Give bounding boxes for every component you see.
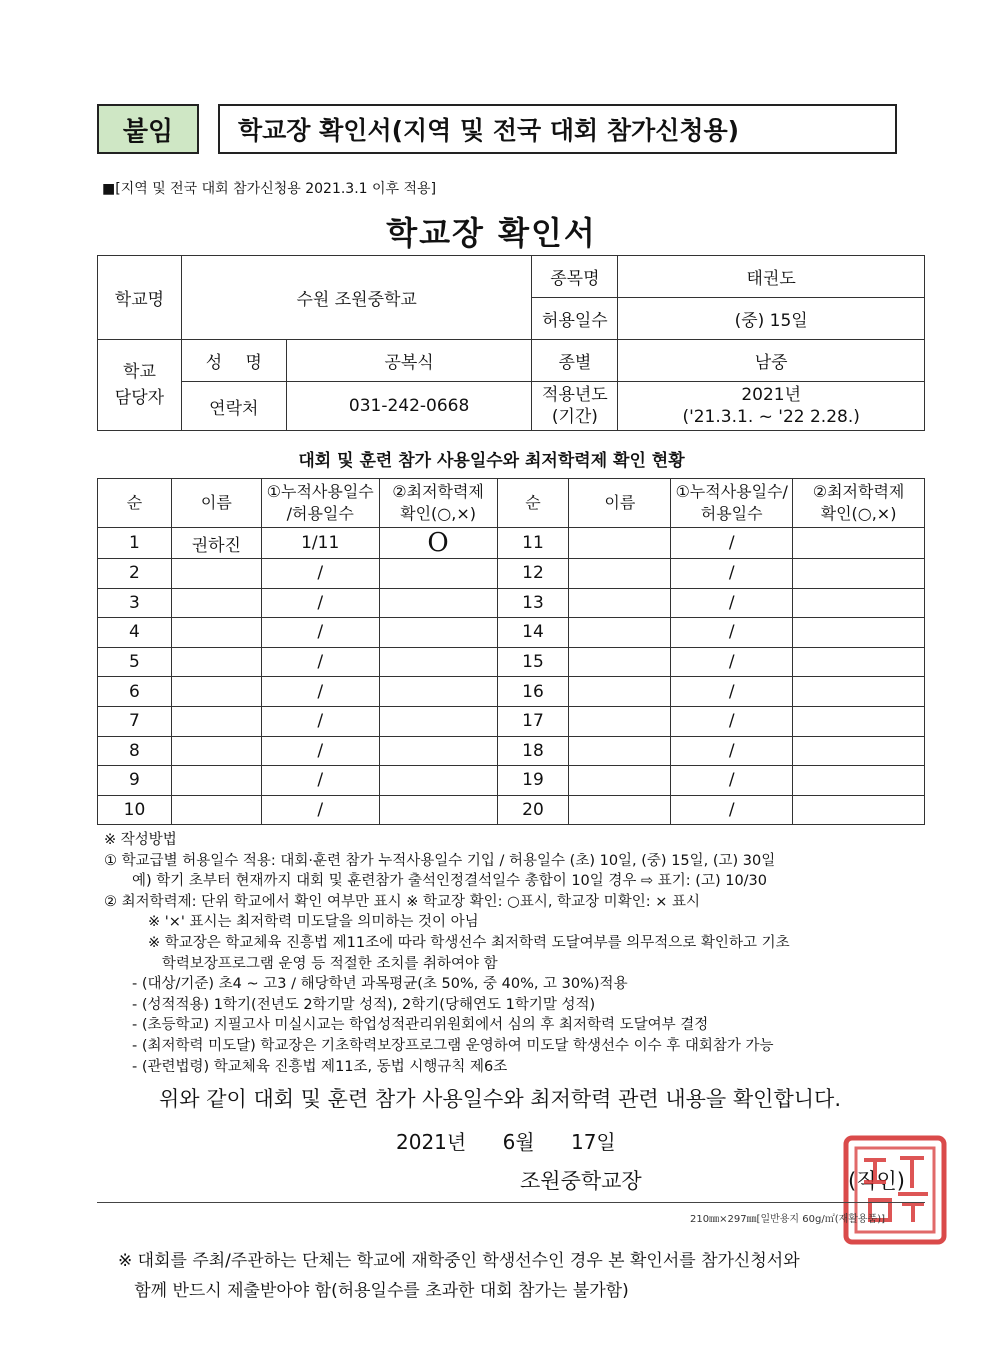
cell-no2: 17: [497, 706, 569, 736]
cell-name2: [569, 528, 671, 559]
cell-name: [171, 736, 261, 766]
cell-name2: [569, 766, 671, 796]
cell-name2: [569, 647, 671, 677]
form-title: 학교장 확인서(지역 및 전국 대회 참가신청용): [218, 104, 897, 154]
cell-days: /: [261, 559, 379, 589]
cell-no: 8: [98, 736, 172, 766]
event-label: 종목명: [532, 256, 618, 298]
cell-check: O: [379, 528, 497, 559]
cell-days: /: [261, 647, 379, 677]
instruction-line: 예) 학기 초부터 현재까지 대회 및 훈련참가 출석인정결석일수 총합이 10일 경우 ⇨ 표기: (고) 10/30: [132, 873, 768, 890]
cell-name2: [569, 736, 671, 766]
cell-name2: [569, 588, 671, 618]
cell-days2: /: [671, 559, 793, 589]
cell-no2: 19: [497, 766, 569, 796]
col-no-2: 순: [497, 479, 569, 528]
cell-name: [171, 677, 261, 707]
cell-check2: [793, 618, 925, 648]
cell-check2: [793, 528, 925, 559]
instruction-line: 학력보장프로그램 운영 등 적절한 조치를 취하여야 함: [148, 955, 498, 972]
cell-name2: [569, 677, 671, 707]
contact-value: 031-242-0668: [286, 382, 532, 431]
cell-check: [379, 706, 497, 736]
type-value: 남중: [618, 340, 925, 382]
school-label: 학교명: [98, 256, 182, 340]
col-no: 순: [98, 479, 172, 528]
instruction-line: ※ 학교장은 학교체육 진흥법 제11조에 따라 학생선수 최저학력 도달여부를 의무적으로 확인하고 기초: [148, 934, 790, 951]
writing-instructions: [104, 830, 790, 1077]
cell-check2: [793, 647, 925, 677]
cell-days2: /: [671, 706, 793, 736]
col-check: ②최저학력제 확인(○,×): [379, 479, 497, 528]
cell-no2: 15: [497, 647, 569, 677]
col-name: 이름: [171, 479, 261, 528]
cell-no: 3: [98, 588, 172, 618]
cell-name2: [569, 559, 671, 589]
cell-check: [379, 618, 497, 648]
cell-check2: [793, 736, 925, 766]
table-row: [98, 795, 925, 825]
cell-name2: [569, 706, 671, 736]
cell-no2: 14: [497, 618, 569, 648]
table-row: [98, 677, 925, 707]
table-row: [98, 766, 925, 796]
cell-days2: /: [671, 766, 793, 796]
cell-days: /: [261, 677, 379, 707]
instruction-line: ※ '×' 표시는 최저학력 미도달을 의미하는 것이 아님: [148, 914, 479, 931]
cell-name: [171, 647, 261, 677]
col-days: ①누적사용일수 /허용일수: [261, 479, 379, 528]
instruction-line: ※ 작성방법: [104, 832, 177, 848]
info-table: [97, 255, 925, 431]
cell-no2: 18: [497, 736, 569, 766]
status-table: [97, 478, 925, 825]
official-seal-icon: [840, 1130, 950, 1250]
table-row: [98, 736, 925, 766]
cell-days: /: [261, 588, 379, 618]
cell-no2: 13: [497, 588, 569, 618]
cell-days: /: [261, 766, 379, 796]
table-row: [98, 618, 925, 648]
cell-name: [171, 766, 261, 796]
col-days-2: ①누적사용일수/ 허용일수: [671, 479, 793, 528]
cell-check: [379, 588, 497, 618]
cell-check2: [793, 706, 925, 736]
cell-name: [171, 559, 261, 589]
issue-date: 2021년 6월 17일: [396, 1130, 616, 1154]
cell-days2: /: [671, 528, 793, 559]
cell-check: [379, 766, 497, 796]
event-value: 태권도: [618, 256, 925, 298]
divider: [97, 1202, 925, 1203]
official-seal-label: (직인): [848, 1169, 905, 1193]
cell-no: 9: [98, 766, 172, 796]
cell-name: [171, 795, 261, 825]
allowed-label: 허용일수: [532, 298, 618, 340]
paper-spec: 210㎜×297㎜[일반용지 60g/㎡(재활용품)]: [690, 1214, 886, 1225]
table-row: [98, 559, 925, 589]
cell-no: 6: [98, 677, 172, 707]
cell-no: 2: [98, 559, 172, 589]
cell-name2: [569, 795, 671, 825]
submission-note: ※ 대회를 주최/주관하는 단체는 학교에 재학중인 학생선수인 경우 본 확인서를 참가신청서와 함께 반드시 제출받아야 함(허용일수를 초과한 대회 참가는 불가함): [118, 1251, 800, 1301]
cell-no: 5: [98, 647, 172, 677]
cell-check: [379, 559, 497, 589]
cell-no: 7: [98, 706, 172, 736]
cell-no2: 11: [497, 528, 569, 559]
cell-days2: /: [671, 588, 793, 618]
cell-name: 권하진: [171, 528, 261, 559]
page-title: 학교장 확인서: [386, 214, 597, 252]
cell-name: [171, 706, 261, 736]
apply-label: 적용년도 (기간): [532, 382, 618, 431]
cell-check: [379, 677, 497, 707]
cell-check2: [793, 795, 925, 825]
cell-days: 1/11: [261, 528, 379, 559]
instruction-line: - (초등학교) 지필고사 미실시교는 학업성적관리위원회에서 심의 후 최저학력 도달여부 결정: [132, 1017, 709, 1034]
cell-check: [379, 795, 497, 825]
cell-days: /: [261, 795, 379, 825]
instruction-line: - (성적적용) 1학기(전년도 2학기말 성적), 2학기(당해연도 1학기말 성적): [132, 996, 596, 1013]
cell-no: 4: [98, 618, 172, 648]
cell-days2: /: [671, 736, 793, 766]
type-label: 종별: [532, 340, 618, 382]
table-row: [98, 706, 925, 736]
table-row: [98, 647, 925, 677]
cell-check2: [793, 766, 925, 796]
status-title: 대회 및 훈련 참가 사용일수와 최저학력제 확인 현황: [298, 451, 685, 471]
cell-days2: /: [671, 618, 793, 648]
cell-days2: /: [671, 647, 793, 677]
cell-no2: 20: [497, 795, 569, 825]
instruction-line: - (관련법령) 학교체육 진흥법 제11조, 동법 시행규칙 제6조: [132, 1058, 508, 1075]
school-value: 수원 조원중학교: [181, 256, 532, 340]
col-check-2: ②최저학력제 확인(○,×): [793, 479, 925, 528]
applicability-note: ■[지역 및 전국 대회 참가신청용 2021.3.1 이후 적용]: [102, 181, 437, 197]
cell-check: [379, 647, 497, 677]
instruction-line: ② 최저학력제: 단위 학교에서 확인 여부만 표시 ※ 학교장 확인: ○표시, 학교장 미확인: × 표시: [104, 893, 700, 910]
cell-check: [379, 736, 497, 766]
cell-days: /: [261, 736, 379, 766]
table-row: [98, 588, 925, 618]
manager-label: 학교 담당자: [98, 340, 182, 431]
cell-name: [171, 618, 261, 648]
cell-name: [171, 588, 261, 618]
name-value: 공복식: [286, 340, 532, 382]
cell-check2: [793, 559, 925, 589]
table-row: [98, 528, 925, 559]
cell-no2: 12: [497, 559, 569, 589]
name-label: 성 명: [181, 340, 286, 382]
allowed-value: (중) 15일: [618, 298, 925, 340]
apply-value: 2021년 ('21.3.1. ~ '22 2.28.): [618, 382, 925, 431]
cell-days2: /: [671, 677, 793, 707]
cell-check2: [793, 677, 925, 707]
cell-days: /: [261, 618, 379, 648]
cell-check2: [793, 588, 925, 618]
principal-title: 조원중학교장: [520, 1169, 642, 1193]
contact-label: 연락처: [181, 382, 286, 431]
instruction-line: ① 학교급별 허용일수 적용: 대회·훈련 참가 누적사용일수 기입 / 허용일수 (초) 10일, (중) 15일, (고) 30일: [104, 852, 776, 869]
cell-days: /: [261, 706, 379, 736]
instruction-line: - (최저학력 미도달) 학교장은 기초학력보장프로그램 운영하여 미도달 학생선수 이수 후 대회참가 가능: [132, 1037, 774, 1054]
cell-name2: [569, 618, 671, 648]
cell-no: 1: [98, 528, 172, 559]
cell-no: 10: [98, 795, 172, 825]
col-name-2: 이름: [569, 479, 671, 528]
cell-days2: /: [671, 795, 793, 825]
instruction-line: - (대상/기준) 초4 ~ 고3 / 해당학년 과목평균(초 50%, 중 40%, 고 30%)적용: [132, 976, 628, 993]
cell-no2: 16: [497, 677, 569, 707]
attachment-tag: 붙임: [97, 104, 199, 154]
confirmation-statement: 위와 같이 대회 및 훈련 참가 사용일수와 최저학력 관련 내용을 확인합니다.: [158, 1087, 841, 1111]
